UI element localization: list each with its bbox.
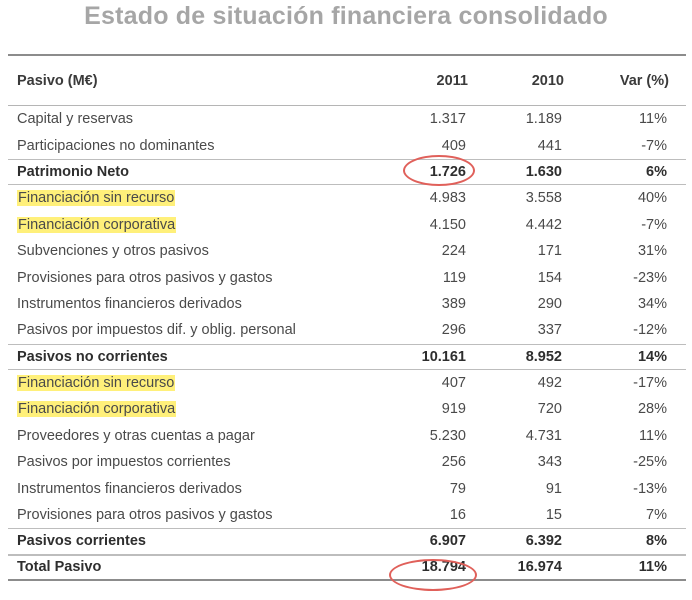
row-label: Pasivos por impuestos dif. y oblig. personal — [17, 322, 296, 339]
row-value-var: 6% — [646, 163, 667, 180]
row-value-2011: 256 — [441, 454, 466, 471]
row-label: Pasivos no corrientes — [17, 348, 168, 365]
total-row — [8, 555, 686, 581]
row-value-2010: 3.558 — [525, 190, 562, 207]
row-value-2010: 1.630 — [525, 163, 562, 180]
row-value-2011: 224 — [441, 243, 466, 260]
table-row — [8, 238, 686, 264]
row-value-2010: 8.952 — [525, 348, 562, 365]
row-label: Pasivos corrientes — [17, 533, 146, 550]
row-label: Participaciones no dominantes — [17, 137, 215, 154]
page-title: Estado de situación financiera consolidado — [84, 2, 608, 30]
row-value-var: 34% — [637, 295, 667, 312]
subtotal-row — [8, 344, 686, 370]
row-value-2010: 4.442 — [525, 216, 562, 233]
row-label: Provisiones para otros pasivos y gastos — [17, 507, 273, 524]
row-label: Total Pasivo — [17, 559, 102, 576]
row-value-2011: 407 — [441, 375, 466, 392]
row-value-2010: 6.392 — [525, 533, 562, 550]
table-row — [8, 106, 686, 132]
row-value-2011: 4.983 — [429, 190, 466, 207]
row-value-2011: 5.230 — [429, 427, 466, 444]
row-value-2010: 91 — [545, 480, 562, 497]
row-value-2011: 16 — [449, 507, 466, 524]
row-value-2011: 919 — [441, 401, 466, 418]
row-label: Instrumentos financieros derivados — [17, 295, 242, 312]
row-value-var: 8% — [646, 533, 667, 550]
row-value-2010: 343 — [537, 454, 562, 471]
row-value-2010: 16.974 — [517, 559, 562, 576]
row-value-var: -7% — [641, 216, 667, 233]
header-2011: 2011 — [436, 72, 468, 89]
row-value-var: -12% — [633, 322, 667, 339]
row-value-var: 31% — [637, 243, 667, 260]
highlighted-label: Financiación corporativa — [18, 216, 176, 233]
header-var: Var (%) — [619, 72, 669, 89]
row-label — [17, 396, 176, 422]
subtotal-row — [8, 528, 686, 554]
table-row — [8, 423, 686, 449]
row-value-var: 11% — [638, 559, 667, 576]
table-row — [8, 132, 686, 158]
row-value-2011: 389 — [441, 295, 466, 312]
table-row — [8, 317, 686, 343]
row-value-2011: 119 — [442, 269, 466, 286]
row-value-2010: 171 — [537, 243, 562, 260]
table-row — [8, 212, 686, 238]
row-label: Patrimonio Neto — [17, 163, 129, 180]
row-value-2010: 492 — [537, 375, 562, 392]
highlighted-label: Financiación corporativa — [18, 401, 176, 418]
row-value-2011: 409 — [441, 137, 466, 154]
table-row — [8, 185, 686, 211]
row-value-2011: 10.161 — [421, 348, 466, 365]
table-row — [8, 475, 686, 501]
row-value-2010: 290 — [537, 295, 562, 312]
row-label: Subvenciones y otros pasivos — [17, 243, 209, 260]
row-value-var: 11% — [639, 111, 667, 128]
row-value-2010: 720 — [537, 401, 562, 418]
row-label: Pasivos por impuestos corrientes — [17, 454, 231, 471]
row-value-2010: 1.189 — [525, 111, 562, 128]
highlighted-label: Financiación sin recurso — [18, 375, 175, 392]
row-value-2011: 6.907 — [429, 533, 466, 550]
header-pasivo: Pasivo (M€) — [17, 72, 98, 89]
row-label — [17, 370, 175, 396]
row-value-2011: 1.726 — [429, 163, 466, 180]
header-2010: 2010 — [531, 72, 564, 89]
row-value-2011: 18.794 — [421, 559, 466, 576]
row-label: Capital y reservas — [17, 111, 134, 128]
row-value-var: -17% — [633, 375, 667, 392]
row-value-2010: 337 — [537, 322, 562, 339]
table-row — [8, 264, 686, 290]
row-value-var: 14% — [637, 348, 667, 365]
row-value-2010: 154 — [537, 269, 562, 286]
row-value-2011: 79 — [449, 480, 466, 497]
row-label — [17, 212, 176, 238]
row-value-var: -25% — [633, 454, 667, 471]
row-value-var: 11% — [639, 427, 667, 444]
highlighted-label: Financiación sin recurso — [18, 190, 175, 207]
row-label: Proveedores y otras cuentas a pagar — [17, 427, 255, 444]
table-header-row — [8, 56, 686, 106]
table-row — [8, 370, 686, 396]
row-label: Instrumentos financieros derivados — [17, 480, 242, 497]
table-row — [8, 291, 686, 317]
row-value-var: 28% — [637, 401, 667, 418]
table-row — [8, 449, 686, 475]
row-value-2011: 296 — [441, 322, 466, 339]
row-value-2010: 15 — [545, 507, 562, 524]
row-label: Provisiones para otros pasivos y gastos — [17, 269, 273, 286]
financial-table — [8, 54, 686, 581]
row-value-2011: 1.317 — [429, 111, 466, 128]
row-value-2011: 4.150 — [429, 216, 466, 233]
row-value-var: -13% — [633, 480, 667, 497]
annotation-circle — [403, 155, 475, 186]
row-value-var: 40% — [637, 190, 667, 207]
row-label — [17, 185, 175, 211]
row-value-var: 7% — [646, 507, 667, 524]
row-value-var: -23% — [633, 269, 667, 286]
subtotal-row — [8, 159, 686, 185]
table-row — [8, 502, 686, 528]
table-row — [8, 396, 686, 422]
row-value-2010: 4.731 — [525, 427, 562, 444]
row-value-2010: 441 — [537, 137, 562, 154]
row-value-var: -7% — [641, 137, 667, 154]
annotation-circle — [389, 559, 477, 591]
